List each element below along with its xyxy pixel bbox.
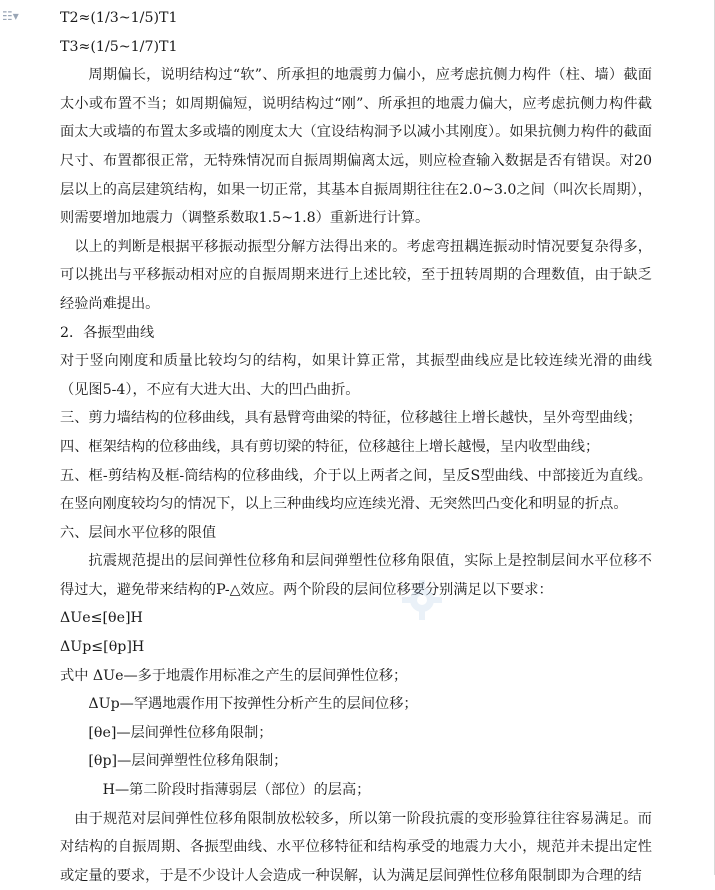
gear-watermark-icon <box>398 576 446 624</box>
definition-due: 式中 ΔUe—多于地震作用标准之产生的层间弹性位移； <box>60 667 408 684</box>
definition-h: H—第二阶段时指薄弱层（部位）的层高； <box>102 782 371 799</box>
item-frame: 四、框架结构的位移曲线，具有剪切梁的特征，位移越往上增长越慢，呈内收型曲线； <box>60 438 600 455</box>
section-heading-drift-limit: 六、层间水平位移的限值 <box>60 524 217 541</box>
paragraph-mode-curves: 对于竖向刚度和质量比较均匀的结构，如果计算正常，其振型曲线应是比较连续光滑的曲线（见图5-4），不应有大进大出、大的凹凸曲折。 <box>60 353 652 398</box>
paragraph-period: 周期偏长，说明结构过“软”、所承担的地震剪力偏小，应考虑抗侧力构件（柱、墙）截面太小或布置不当；如周期偏短，说明结构过“刚”、所承担的地震力偏大，应考虑抗侧力构件截面太大或墙的布置太多或墙的刚度太大（宜设结构洞予以减小其刚度）。如果抗侧力构件的截面尺寸、布置都很正常，无特殊情况而自振周期偏离太远，则应检查输入数据是否有错误。对20层以上的高层建筑结构，如果一切正常，其基本自振周期往往在2.0~3.0之间（叫次长周期），则需要增加地震力（调整系数取1.5~1.8）重新进行计算。 <box>60 67 652 227</box>
formula-due: ΔUe≤[θe]H <box>60 610 143 627</box>
definition-dup: ΔUp—罕遇地震作用下按弹性分析产生的层间位移； <box>88 696 418 713</box>
paragraph-judgment: 以上的判断是根据平移振动振型分解方法得出来的。考虑弯扭耦连振动时情况要复杂得多，可以挑出与平移振动相对应的自振周期来进行上述比较，至于扭转周期的合理数值，由于缺乏经验尚难提出。 <box>60 238 652 312</box>
formula-t2: T2≈(1/3~1/5)T1 <box>60 10 178 26</box>
paragraph-drift-limit: 抗震规范提出的层间弹性位移角和层间弹塑性位移角限值，实际上是控制层间水平位移不得过大，避免带来结构的P-△效应。两个阶段的层间位移要分别满足以下要求： <box>60 553 652 598</box>
formula-t3: T3≈(1/5~1/7)T1 <box>60 38 178 55</box>
section-heading-mode-curves: 2．各振型曲线 <box>60 324 155 341</box>
document-body <box>60 4 652 890</box>
item-shear-wall: 三、剪力墙结构的位移曲线，具有悬臂弯曲梁的特征，位移越往上增长越快，呈外弯型曲线； <box>60 410 642 427</box>
definition-theta-p: [θp]—层间弹塑性位移角限制； <box>88 753 288 770</box>
definition-theta-e: [θe]—层间弹性位移角限制； <box>88 724 273 741</box>
paragraph-conclusion: 由于规范对层间弹性位移角限制放松较多，所以第一阶段抗震的变形验算往往容易满足。而对结构的自振周期、各振型曲线、水平位移特征和结构承受的地震力大小，规范并未提出定性或定量的要求，于是不少设计人会造成一种误解，认为满足层间弹性位移角限制即为合理的结 <box>60 810 652 884</box>
item-frame-shear: 五、框-剪结构及框-筒结构的位移曲线，介于以上两者之间，呈反S型曲线、中部接近为直线。在竖向刚度较均匀的情况下，以上三种曲线均应连续光滑、无突然凹凸变化和明显的折点。 <box>60 467 652 513</box>
document-outline-icon[interactable]: ☷▾ <box>2 9 19 23</box>
formula-dup: ΔUp≤[θp]H <box>60 639 145 656</box>
